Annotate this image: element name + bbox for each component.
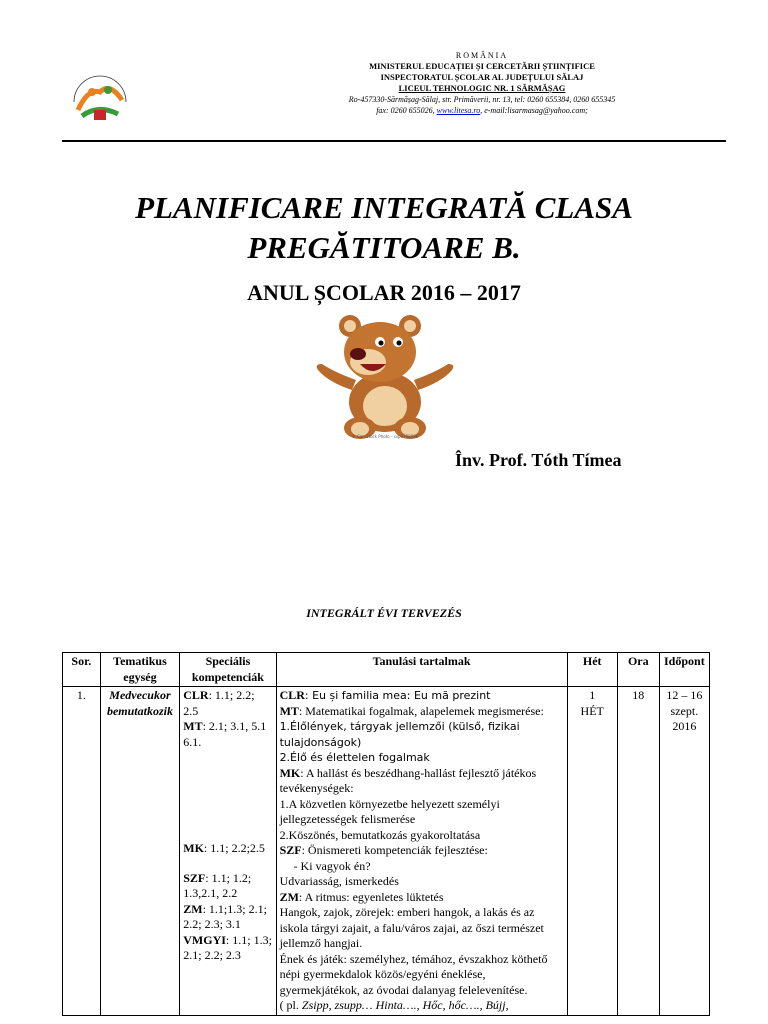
content-zm-3 [280,998,564,1014]
row-idopont-year: 2016 [672,719,697,733]
col-tanulasi: Tanulási tartalmak [276,653,567,687]
website-link[interactable]: www.litesa.ro [436,106,481,115]
image-caption: © Can Stock Photo - csp6788086 [351,434,419,439]
content-mk-text: : A hallást és beszédhang-hallást fejlesztő játékos tevékenységek: [279,765,537,795]
spec-zm [183,902,272,933]
content-mk [280,766,564,797]
spec-szf [183,871,272,902]
col-tema [100,653,180,687]
content-szf-text: : Önismereti kompetenciák fejlesztése: [301,843,488,857]
spec-szf-text: : 1.1; 1.2; 1.3,2.1, 2.2 [183,870,252,900]
country-line: ROMÂNIA [455,51,509,60]
col-spec-line-2: kompetenciák [191,669,264,684]
plan-title: INTEGRÁLT ÉVI TERVEZÉS [306,606,462,620]
inspectorate-line: INSPECTORATUL ȘCOLAR AL JUDEȚULUI SĂLAJ [380,72,584,82]
ministry-line: MINISTERUL EDUCAȚIEI ȘI CERCETĂRII ȘTIINȚIFICE [369,61,595,71]
spec-zm-text: : 1.1;1.3; 2.1; 2.2; 2.3; 3.1 [183,901,267,931]
spacer [183,750,272,841]
row-idopont-month: szept. [670,703,699,718]
row-content [276,687,567,1016]
row-sor: 1. [63,687,101,1016]
spec-mk-text: : 1.1; 2.2;2.5 [203,841,265,855]
row-tema: Medvecukor bemutatkozik [100,687,180,1016]
col-spec-line-1: Speciális [205,654,251,668]
spec-clr [183,688,272,719]
content-clr-text: : Eu și familia mea: Eu mă prezint [304,689,491,702]
annual-plan-table [62,652,710,1016]
content-szf-label: SZF [279,843,302,857]
content-clr [280,688,564,704]
content-szf-1: - Ki vagyok én? [293,858,371,873]
teacher-name: Înv. Prof. Tóth Tímea [455,450,622,470]
content-mt-text: : Matematikai fogalmak, alapelemek megismerése: [298,703,544,718]
row-het-number: 1 [589,688,596,702]
col-spec [180,653,276,687]
school-logo [68,70,132,134]
row-spec [180,687,276,1016]
school-year: ANUL ȘCOLAR 2016 – 2017 [247,280,521,305]
content-mk-1: 1.A közvetlen környezetbe helyezett személyi jellegzetességek felismerése [279,796,500,826]
document-title [60,188,708,268]
content-mk-2: 2.Köszönés, bemutatkozás gyakoroltatása [279,827,481,842]
col-tema-line-1: Tematikus [113,654,167,668]
col-tema-line-2: egység [123,669,157,684]
letterhead [62,50,726,142]
content-zm-label: ZM [279,889,299,904]
spec-vmgyi-text: : 1.1; 1.3; 2.1; 2.2; 2.3 [183,932,272,962]
content-zm [280,890,564,906]
content-mt-label: MT [279,703,299,718]
content-mk-label: MK [279,765,301,780]
spec-zm-label: ZM [183,901,203,916]
content-mt-2: 2.Élő és élettelen fogalmak [279,751,430,764]
email-text: , e-mail:lisarmasag@yahoo.com; [480,106,588,115]
spec-szf-label: SZF [183,870,206,885]
content-zm-text: : A ritmus: egyenletes lüktetés [298,889,444,904]
content-zm-1: Hangok, zajok, zörejek: emberi hangok, a lakás és az iskola tárgyi zajait, a falu/város zajai, az őszi természet jellemző hangjai. [279,905,544,950]
row-idopont-range: 12 – 16 [666,688,703,702]
fax-text: fax: 0260 655026, [376,106,437,115]
spacer [183,857,272,871]
teddy-bear-illustration [310,312,460,444]
spec-mt-label: MT [183,719,203,733]
spec-clr-label: CLR [183,688,209,702]
spec-mk-label: MK [183,841,204,855]
content-zm-3-songs: Zsipp, zsupp… Hinta…., Hőc, hőc…., Bújj, [301,998,509,1012]
spec-vmgyi-label: VMGYI [183,932,226,947]
content-szf [280,843,564,859]
row-idopont [659,687,709,1016]
content-mt-1: 1.Élőlények, tárgyak jellemzői (külső, fizikai tulajdonságok) [279,720,520,749]
col-het: Hét [567,653,617,687]
content-mt [280,704,564,720]
row-het [567,687,617,1016]
spec-mk [183,841,272,857]
col-ora: Ora [617,653,659,687]
header-divider [62,140,726,142]
school-name: LICEUL TEHNOLOGIC NR. 1 SĂRMĂȘAG [398,83,566,93]
title-line-1: PLANIFICARE INTEGRATĂ CLASA [135,190,633,225]
row-het-label: HÉT [580,703,604,718]
contact-line [292,105,672,116]
spec-mt-text: : 2.1; 3.1, 5.1 6.1. [183,719,267,749]
col-idopont: Időpont [659,653,709,687]
spec-clr-text: : 1.1; 2.2; 2.5 [183,688,255,718]
table-row [63,687,710,1016]
content-szf-2: Udvariasság, ismerkedés [279,874,399,888]
spec-mt [183,719,272,750]
content-zm-2: Ének és játék: személyhez, témához, évszakhoz köthető népi gyermekdalok közös/egyéni éneklése, gyermekjátékok, az óvodai dalanyag felelevenítése. [279,951,548,997]
content-clr-label: CLR [279,688,305,702]
address-line: Ro-457330-Sărmășag-Sălaj, str. Primăverii, nr. 13, tel: 0260 655384, 0260 655345 [348,95,616,104]
title-line-2: PREGĂTITOARE B. [247,230,521,265]
spec-vmgyi [183,933,272,964]
content-zm-3-prefix: ( pl. [279,998,302,1012]
table-header-row [63,653,710,687]
row-ora: 18 [617,687,659,1016]
col-sor: Sor. [63,653,101,687]
